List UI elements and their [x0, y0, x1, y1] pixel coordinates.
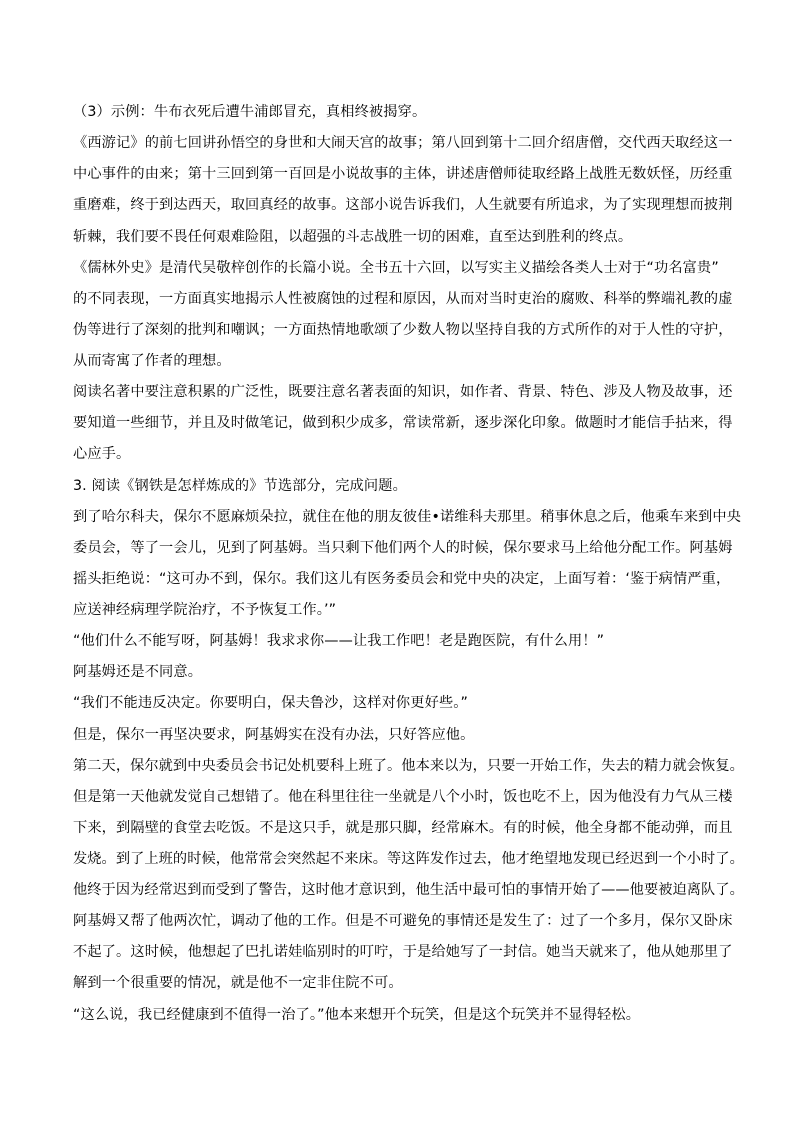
excerpt-paragraph-2-line-3: 下来，到隔壁的食堂去吃饭。不是这只手，就是那只脚，经常麻木。有的时候，他全身都不能动弹，而且 — [73, 820, 733, 836]
excerpt-paragraph-1-line-3: 摇头拒绝说：“这可办不到，保尔。我们这儿有医务委员会和党中央的决定，上面写着：‘鉴于病情严重， — [73, 571, 731, 587]
question-3-heading: 3. 阅读《钢铁是怎样炼成的》节选部分，完成问题。 — [73, 478, 407, 494]
reading-tips-line-2: 要知道一些细节，并且及时做笔记，做到积少成多，常读常新，逐步深化印象。做题时才能信手拈来，得 — [73, 415, 733, 431]
excerpt-dialogue-1: “他们什么不能写呀，阿基姆！我求求你——让我工作吧！老是跑医院，有什么用！” — [73, 633, 605, 649]
excerpt-paragraph-2-line-8: 解到一个很重要的情况，就是他不一定非住院不可。 — [73, 975, 403, 991]
excerpt-paragraph-1-line-1: 到了哈尔科夫，保尔不愿麻烦朵拉，就住在他的朋友彼佳•诺维科夫那里。稍事休息之后，他乘车来到中央 — [73, 509, 742, 525]
reading-tips-line-1: 阅读名著中要注意积累的广泛性，既要注意名著表面的知识，如作者、背景、特色、涉及人物及故事，还 — [73, 384, 733, 400]
excerpt-dialogue-2: “我们不能违反决定。你要明白，保夫鲁沙，这样对你更好些。” — [73, 695, 469, 711]
rulin-paragraph-line-4: 从而寄寓了作者的理想。 — [73, 353, 231, 369]
answer-example-line: （3）示例：牛布衣死后遭牛浦郎冒充，真相终被揭穿。 — [73, 104, 427, 120]
excerpt-paragraph-2-line-6: 阿基姆又帮了他两次忙，调动了他的工作。但是不可避免的事情还是发生了：过了一个多月，保尔又卧床 — [73, 913, 733, 929]
excerpt-paragraph-2-line-2: 但是第一天他就发觉自己想错了。他在科里往往一坐就是八个小时，饭也吃不上，因为他没有力气从三楼 — [73, 789, 733, 805]
rulin-paragraph-line-2: 的不同表现，一方面真实地揭示人性被腐蚀的过程和原因，从而对当时吏治的腐败、科举的弊端礼教的虚 — [73, 291, 733, 307]
excerpt-paragraph-2-line-7: 不起了。这时候，他想起了巴扎诺娃临别时的叮咛，于是给她写了一封信。她当天就来了，他从她那里了 — [73, 944, 733, 960]
excerpt-paragraph-2-line-1: 第二天，保尔就到中央委员会书记处机要科上班了。他本来以为，只要一开始工作，失去的精力就会恢复。 — [73, 758, 744, 774]
xiyouji-paragraph-line-4: 斩棘，我们要不畏任何艰难险阻，以超强的斗志战胜一切的困难，直至达到胜利的终点。 — [73, 229, 633, 245]
excerpt-paragraph-1-line-2: 委员会，等了一会儿，见到了阿基姆。当只剩下他们两个人的时候，保尔要求马上给他分配工作。阿基姆 — [73, 540, 733, 556]
excerpt-paragraph-2-line-5: 他终于因为经常迟到而受到了警告，这时他才意识到，他生活中最可怕的事情开始了——他要被迫离队了。 — [73, 882, 744, 898]
xiyouji-paragraph-line-1: 《西游记》的前七回讲孙悟空的身世和大闹天宫的故事；第八回到第十二回介绍唐僧，交代西天取经这一 — [73, 135, 733, 151]
excerpt-narration-2: 但是，保尔一再坚决要求，阿基姆实在没有办法，只好答应他。 — [73, 727, 475, 743]
rulin-paragraph-line-1: 《儒林外史》是清代吴敬梓创作的长篇小说。全书五十六回，以写实主义描绘各类人士对于“功名富贵” — [73, 260, 719, 276]
rulin-paragraph-line-3: 伪等进行了深刻的批判和嘲讽；一方面热情地歌颂了少数人物以坚持自我的方式所作的对于人性的守护， — [73, 322, 733, 338]
excerpt-paragraph-2-line-4: 发烧。到了上班的时候，他常常会突然起不来床。等这阵发作过去，他才绝望地发现已经迟到一个小时了。 — [73, 851, 744, 867]
xiyouji-paragraph-line-3: 重磨难，终于到达西天，取回真经的故事。这部小说告诉我们，人生就要有所追求，为了实现理想而披荆 — [73, 197, 733, 213]
excerpt-paragraph-1-line-4: 应送神经病理学院治疗，不予恢复工作。’” — [73, 602, 337, 618]
excerpt-dialogue-3: “这么说，我已经健康到不值得一治了。”他本来想开个玩笑，但是这个玩笑并不显得轻松。 — [73, 1007, 641, 1023]
xiyouji-paragraph-line-2: 中心事件的由来；第十三回到第一百回是小说故事的主体，讲述唐僧师徒取经路上战胜无数妖怪，历经重 — [73, 166, 733, 182]
excerpt-narration-1: 阿基姆还是不同意。 — [73, 664, 203, 680]
reading-tips-line-3: 心应手。 — [73, 446, 131, 462]
